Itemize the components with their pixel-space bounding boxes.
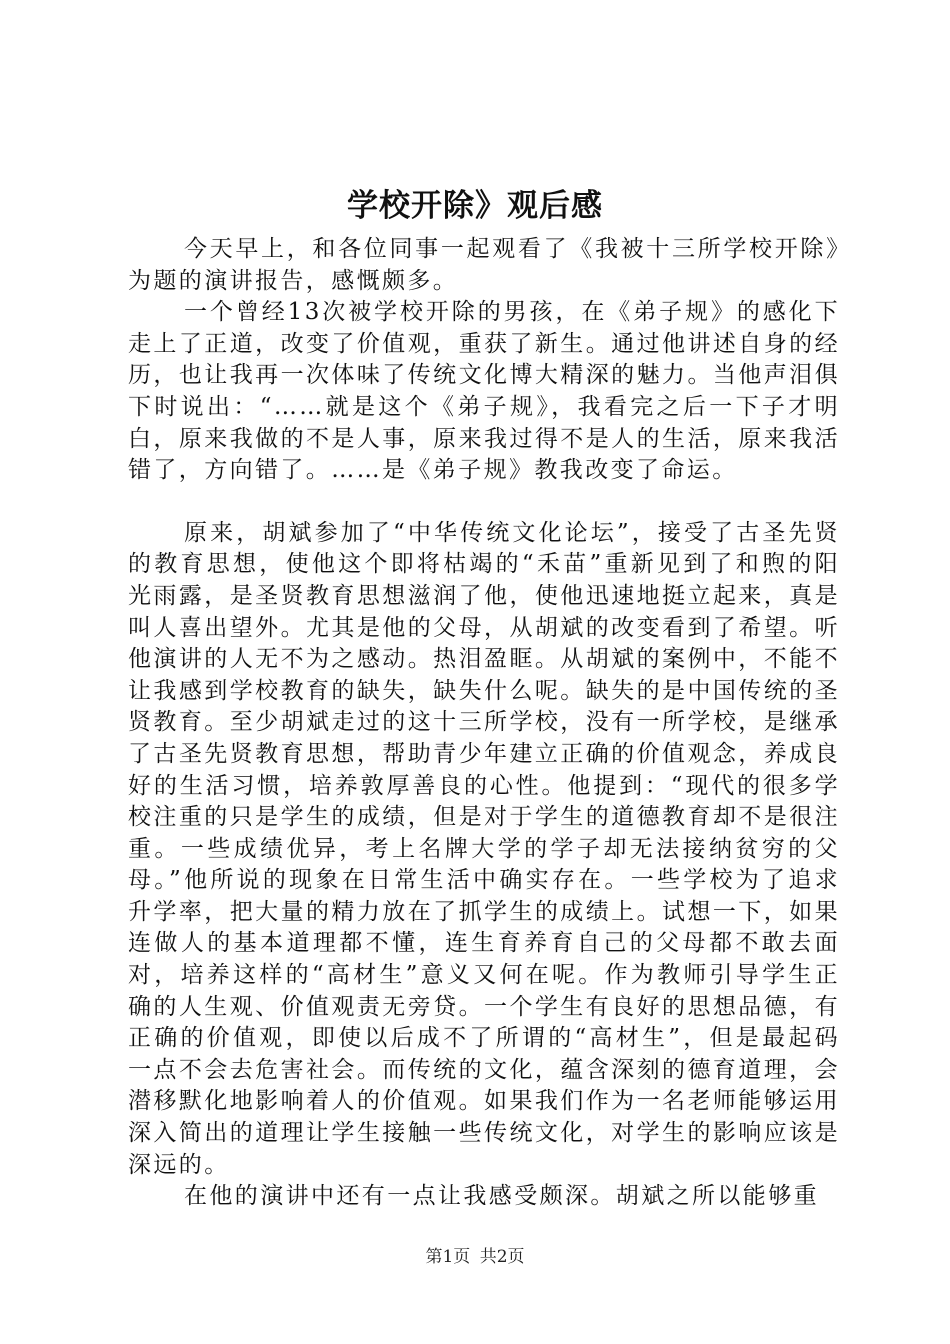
page-number: 第1页 (425, 1247, 471, 1267)
paragraph-1: 今天早上，和各位同事一起观看了《我被十三所学校开除》为题的演讲报告，感慨颇多。 (128, 236, 840, 294)
paragraph-4: 在他的演讲中还有一点让我感受颇深。胡斌之所以能够重 (184, 1183, 819, 1210)
paragraph-2: 一个曾经13次被学校开除的男孩，在《弟子规》的感化下走上了正道，改变了价值观，重获了新生。通过他讲述自身的经历，也让我再一次体味了传统文化博大精深的魅力。当他声泪俱下时说出：“……就是这个《弟子规》，我看完之后一下子才明白，原来我做的不是人事，原来我过得不是人的生活，原来我活错了，方向错了。……是《弟子规》教我改变了命运。 (128, 299, 840, 484)
page-footer (0, 1246, 950, 1268)
page-total: 共2页 (479, 1247, 525, 1267)
document-title: 学校开除》观后感 (347, 188, 603, 224)
paragraph-3: 原来，胡斌参加了“中华传统文化论坛”，接受了古圣先贤的教育思想，使他这个即将枯竭的“禾苗”重新见到了和煦的阳光雨露，是圣贤教育思想滋润了他，使他迅速地挺立起来，真是叫人喜出望外。尤其是他的父母，从胡斌的改变看到了希望。听他演讲的人无不为之感动。热泪盈眶。从胡斌的案例中，不能不让我感到学校教育的缺失，缺失什么呢。缺失的是中国传统的圣贤教育。至少胡斌走过的这十三所学校，没有一所学校，是继承了古圣先贤教育思想，帮助青少年建立正确的价值观念，养成良好的生活习惯，培养敦厚善良的心性。他提到：“现代的很多学校注重的只是学生的成绩，但是对于学生的道德教育却不是很注重。一些成绩优异，考上名牌大学的学子却无法接纳贫穷的父母。”他所说的现象在日常生活中确实存在。一些学校为了追求升学率，把大量的精力放在了抓学生的成绩上。试想一下，如果连做人的基本道理都不懂，连生育养育自己的父母都不敢去面对，培养这样的“高材生”意义又何在呢。作为教师引导学生正确的人生观、价值观责无旁贷。一个学生有良好的思想品德，有正确的价值观，即使以后成不了所谓的“高材生”，但是最起码一点不会去危害社会。而传统的文化，蕴含深刻的德育道理，会潜移默化地影响着人的价值观。如果我们作为一名老师能够运用深入简出的道理让学生接触一些传统文化，对学生的影响应该是深远的。 (128, 519, 840, 1178)
document-body (128, 234, 840, 1213)
